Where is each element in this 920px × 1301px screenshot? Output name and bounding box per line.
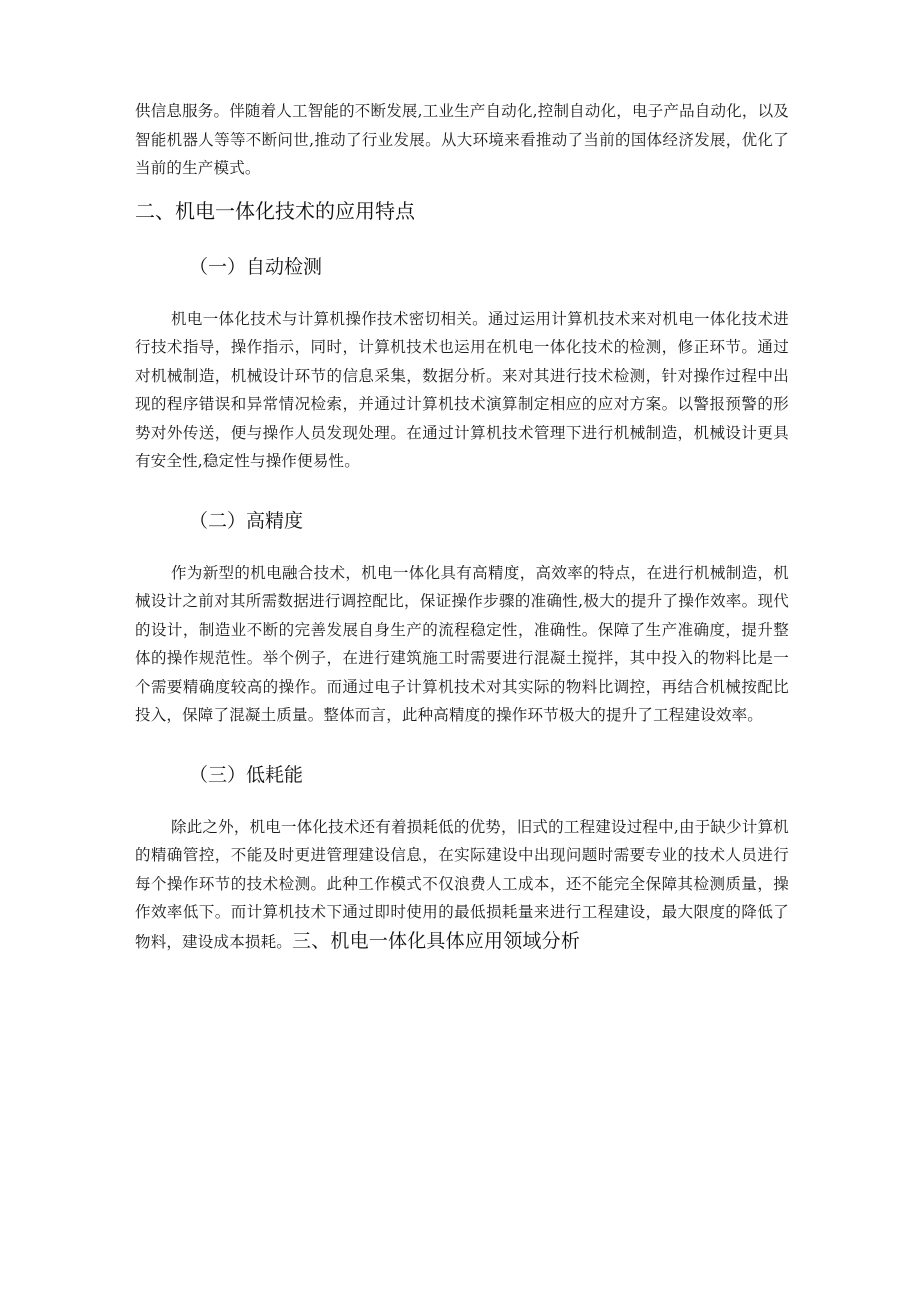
intro-paragraph: 供信息服务。伴随着人工智能的不断发展,工业生产自动化,控制自动化，电子产品自动化，以及智能机器人等等不断问世,推动了行业发展。从大环境来看推动了当前的国体经济发展，优化了当前的生产模式。	[135, 102, 789, 177]
document-page	[135, 97, 789, 956]
subsection-3-paragraph-block	[135, 813, 789, 957]
subsection-1-paragraph: 机电一体化技术与计算机操作技术密切相关。通过运用计算机技术来对机电一体化技术进行技术指导，操作指示，同时，计算机技术也运用在机电一体化技术的检测，修正环节。通过对机械制造，机械设计环节的信息采集，数据分析。来对其进行技术检测，针对操作过程中出现的程序错误和异常情况检索，并通过计算机技术演算制定相应的应对方案。以警报预警的形势对外传送，便与操作人员发现处理。在通过计算机技术管理下进行机械制造，机械设计更具有安全性,稳定性与操作便易性。	[135, 309, 789, 470]
subsection-2-heading: （二）高精度	[189, 509, 304, 532]
section-2-heading: 二、机电一体化技术的应用特点	[135, 198, 415, 223]
subsection-3-heading: （三）低耗能	[189, 763, 304, 786]
subsection-1-heading: （一）自动检测	[189, 255, 323, 278]
section-3-heading: 三、机电一体化具体应用领域分析	[292, 929, 581, 952]
subsection-2-paragraph: 作为新型的机电融合技术，机电一体化具有高精度，高效率的特点，在进行机械制造，机械设计之前对其所需数据进行调控配比，保证操作步骤的准确性,极大的提升了操作效率。现代的设计，制造业不断的完善发展自身生产的流程稳定性，准确性。保障了生产准确度，提升整体的操作规范性。举个例子，在进行建筑施工时需要进行混凝土搅拌，其中投入的物料比是一个需要精确度较高的操作。而通过电子计算机技术对其实际的物料比调控，再结合机械按配比投入，保障了混凝土质量。整体而言，此种高精度的操作环节极大的提升了工程建设效率。	[135, 563, 789, 724]
subsection-3-paragraph: 除此之外，机电一体化技术还有着损耗低的优势，旧式的工程建设过程中,由于缺少计算机的精确管控，不能及时更进管理建设信息，在实际建设中出现问题时需要专业的技术人员进行每个操作环节的技术检测。此种工作模式不仅浪费人工成本，还不能完全保障其检测质量，操作效率低下。而计算机技术下通过即时使用的最低损耗量来进行工程建设，最大限度的降低了物料，建设成本损耗。	[135, 817, 789, 951]
